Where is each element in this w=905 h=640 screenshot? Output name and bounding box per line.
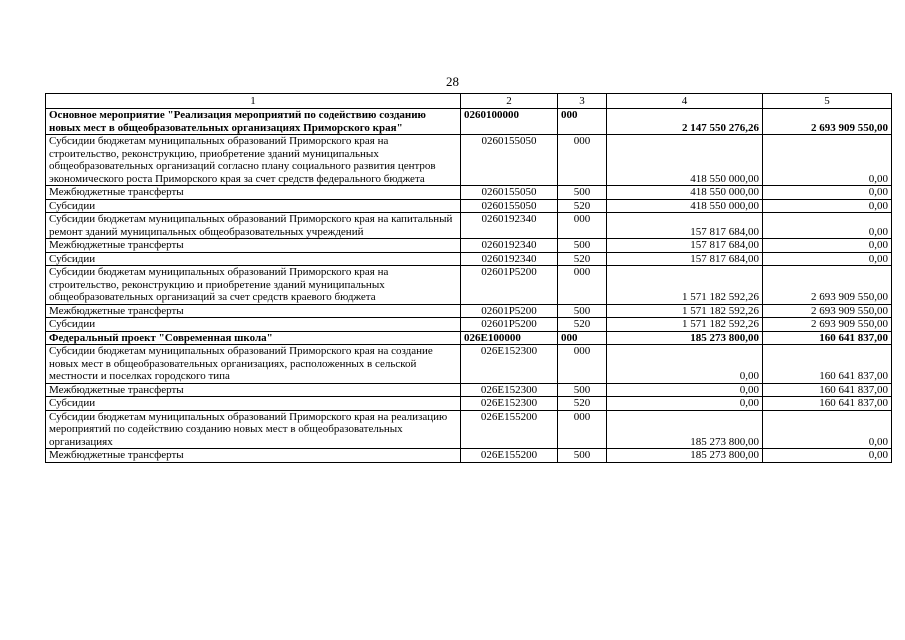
table-row [46,252,892,266]
row-sum-1: 1 571 182 592,26 [607,318,763,332]
row-sum-1: 2 147 550 276,26 [607,109,763,135]
row-sum-1: 157 817 684,00 [607,239,763,253]
row-sum-1: 0,00 [607,397,763,411]
row-sum-1: 0,00 [607,383,763,397]
row-name: Межбюджетные трансферты [46,186,461,200]
table-row [46,186,892,200]
row-sum-1: 157 817 684,00 [607,252,763,266]
row-type: 000 [558,135,607,186]
row-sum-2: 0,00 [763,213,892,239]
budget-table [45,93,892,463]
row-sum-2: 0,00 [763,252,892,266]
row-name: Субсидии бюджетам муниципальных образований Приморского края на строительство, реконструкцию и приобретение зданий муниципальных общеобразовательных организаций за счет средств краевого бюджета [46,266,461,305]
header-col-3: 3 [558,94,607,109]
table-row [46,410,892,449]
row-type: 520 [558,318,607,332]
row-type: 000 [558,410,607,449]
row-code: 026E155200 [461,410,558,449]
row-name: Субсидии бюджетам муниципальных образований Приморского края на строительство, реконструкцию, приобретение зданий муниципальных общеобразовательных организаций согласно плану социального развития центров экономического роста Приморского края за счет средств федерального бюджета [46,135,461,186]
row-sum-1: 1 571 182 592,26 [607,266,763,305]
row-type: 000 [558,266,607,305]
row-name: Субсидии [46,397,461,411]
row-code: 026E152300 [461,383,558,397]
table-row [46,331,892,345]
row-sum-2: 2 693 909 550,00 [763,318,892,332]
row-type: 000 [558,109,607,135]
row-type: 000 [558,213,607,239]
row-sum-1: 418 550 000,00 [607,135,763,186]
row-type: 000 [558,345,607,384]
header-col-4: 4 [607,94,763,109]
row-sum-2: 160 641 837,00 [763,331,892,345]
table-row [46,449,892,463]
table-header-row [46,94,892,109]
row-sum-1: 418 550 000,00 [607,199,763,213]
page-number: 28 [446,74,459,89]
row-code: 026E152300 [461,345,558,384]
row-name: Федеральный проект "Современная школа" [46,331,461,345]
row-name: Межбюджетные трансферты [46,304,461,318]
row-sum-1: 157 817 684,00 [607,213,763,239]
row-code: 02601P5200 [461,318,558,332]
row-sum-2: 0,00 [763,186,892,200]
table-row [46,304,892,318]
row-type: 500 [558,383,607,397]
row-sum-2: 0,00 [763,410,892,449]
table-row [46,397,892,411]
row-code: 0260192340 [461,239,558,253]
row-sum-2: 0,00 [763,449,892,463]
row-type: 520 [558,199,607,213]
table-row [46,383,892,397]
table-row [46,213,892,239]
table-row [46,135,892,186]
row-type: 500 [558,186,607,200]
row-type: 500 [558,449,607,463]
row-type: 520 [558,397,607,411]
row-sum-1: 185 273 800,00 [607,410,763,449]
row-name: Основное мероприятие "Реализация мероприятий по содействию созданию новых мест в общеобразовательных организациях Приморского края" [46,109,461,135]
row-sum-2: 2 693 909 550,00 [763,266,892,305]
row-type: 520 [558,252,607,266]
table-row [46,199,892,213]
row-sum-2: 0,00 [763,135,892,186]
row-code: 0260155050 [461,186,558,200]
row-code: 026E152300 [461,397,558,411]
table-row [46,318,892,332]
table-row [46,266,892,305]
row-sum-1: 185 273 800,00 [607,449,763,463]
row-sum-1: 0,00 [607,345,763,384]
row-type: 500 [558,239,607,253]
row-sum-2: 2 693 909 550,00 [763,109,892,135]
row-sum-1: 1 571 182 592,26 [607,304,763,318]
row-sum-1: 418 550 000,00 [607,186,763,200]
row-sum-1: 185 273 800,00 [607,331,763,345]
row-name: Субсидии [46,318,461,332]
row-name: Межбюджетные трансферты [46,239,461,253]
row-name: Межбюджетные трансферты [46,449,461,463]
row-code: 0260155050 [461,135,558,186]
row-sum-2: 160 641 837,00 [763,397,892,411]
table-row [46,239,892,253]
row-code: 02601P5200 [461,304,558,318]
row-code: 0260192340 [461,213,558,239]
row-code: 026E155200 [461,449,558,463]
row-sum-2: 0,00 [763,239,892,253]
header-col-5: 5 [763,94,892,109]
row-name: Субсидии бюджетам муниципальных образований Приморского края на реализацию мероприятий по содействию созданию новых мест в общеобразовательных организациях [46,410,461,449]
row-sum-2: 160 641 837,00 [763,383,892,397]
row-name: Субсидии [46,199,461,213]
table-row [46,345,892,384]
row-code: 026E100000 [461,331,558,345]
row-code: 0260100000 [461,109,558,135]
header-col-2: 2 [461,94,558,109]
row-name: Межбюджетные трансферты [46,383,461,397]
row-name: Субсидии [46,252,461,266]
row-name: Субсидии бюджетам муниципальных образований Приморского края на создание новых мест в общеобразовательных организациях, расположенных в сельской местности и поселках городского типа [46,345,461,384]
row-code: 0260155050 [461,199,558,213]
row-type: 500 [558,304,607,318]
row-name: Субсидии бюджетам муниципальных образований Приморского края на капитальный ремонт зданий муниципальных общеобразовательных учреждений [46,213,461,239]
row-sum-2: 0,00 [763,199,892,213]
row-code: 02601P5200 [461,266,558,305]
row-sum-2: 2 693 909 550,00 [763,304,892,318]
row-type: 000 [558,331,607,345]
row-code: 0260192340 [461,252,558,266]
header-col-1: 1 [46,94,461,109]
table-row [46,109,892,135]
row-sum-2: 160 641 837,00 [763,345,892,384]
